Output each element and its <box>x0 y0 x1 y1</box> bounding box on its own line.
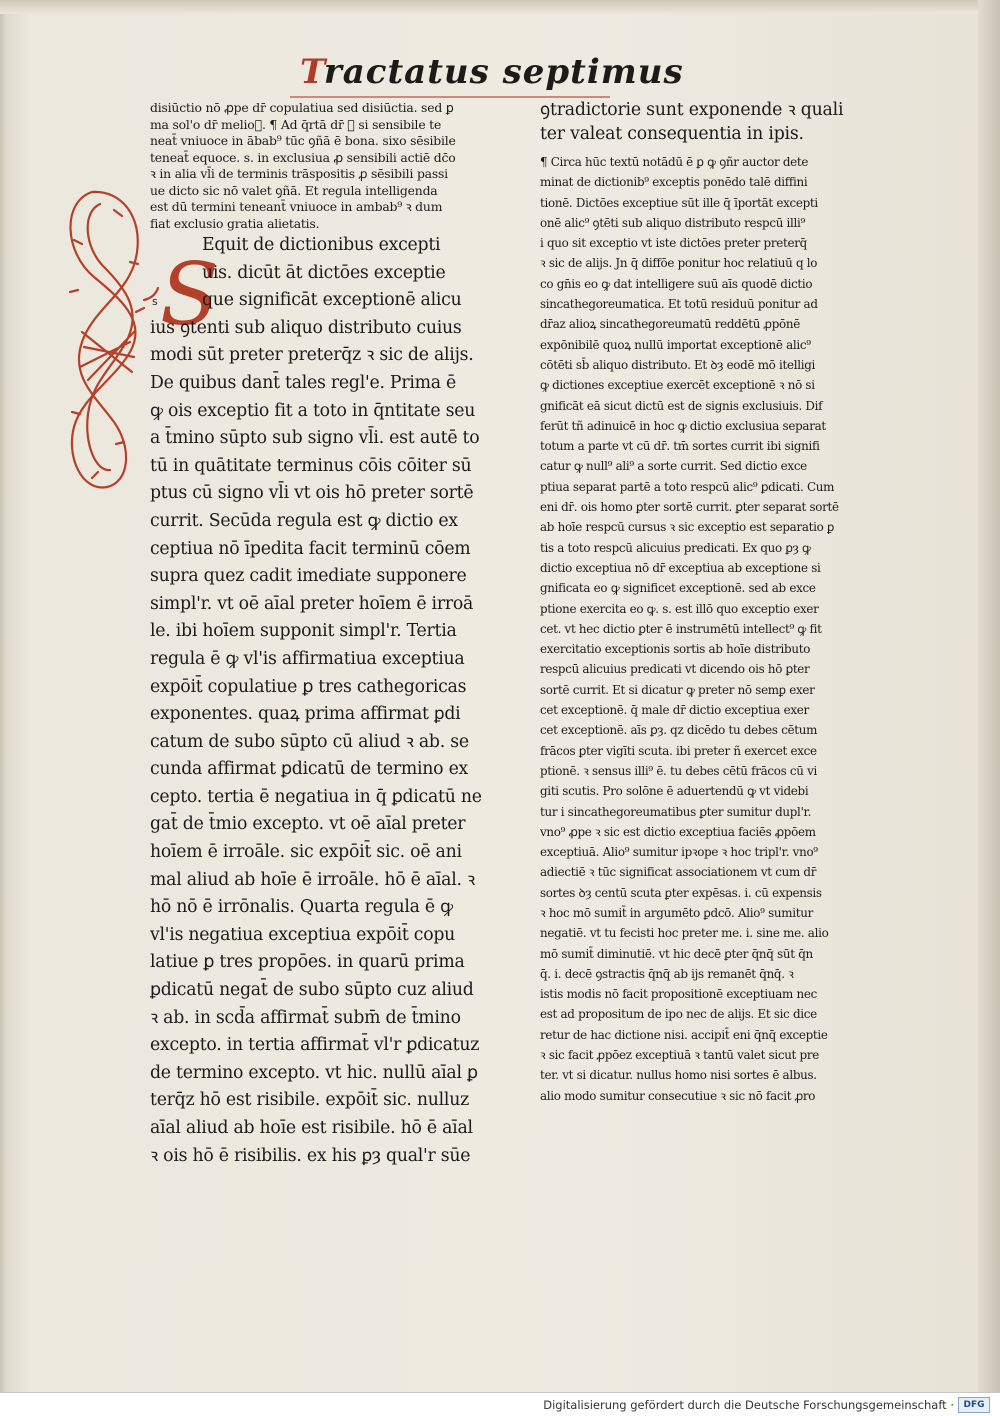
text-line: ꝛ ois hō ē risibilis. ex his ꝑȝ qual'r sūe <box>150 1145 471 1166</box>
text-line: terq̄z hō est risibile. expōit̄ sic. nulluz <box>150 1090 469 1111</box>
dfg-logo[interactable]: DFG <box>958 1397 990 1413</box>
text-line: neat̄ vniuoce in ābab⁹ tūc ꝯñā ē bona. sixo sēsibile <box>150 133 456 148</box>
text-line: excepto. in tertia affirmat̄ vl'r ꝑdicatuz <box>150 1035 480 1056</box>
text-line: ꝛ sic de alijs. Jn q̄ diffōe ponitur hoc relatiuū q lo <box>540 256 818 271</box>
text-line: frācos ꝑter vigīti scuta. ibi preter ñ exercet exce <box>540 743 817 758</box>
drop-cap-initial: S <box>160 245 219 345</box>
text-line: supra quez cadit imediate supponere <box>150 566 467 587</box>
text-line: gnificata eo ꝙ significet exceptionē. sed ab exce <box>540 581 816 596</box>
text-line: minat de dictionib⁹ exceptis ponēdo talē diffini <box>540 175 808 190</box>
text-line: ter. vt si dicatur. nullus homo nisi sortes ē albus. <box>540 1068 817 1083</box>
page-edge-right <box>978 0 1000 1392</box>
text-line: mal aliud ab hoīe ē irroāle. hō ē aīal. ꝛ <box>150 869 475 890</box>
text-line: eni dr̄. ois homo ꝑter sortē currit. ꝑter separat sortē <box>540 500 839 515</box>
left-text-column <box>150 100 528 1170</box>
text-line: regula ē ꝙ vl'is affirmatiua exceptiua <box>150 648 465 669</box>
text-line: fiat exclusio gratia alietatis. <box>150 215 320 231</box>
text-line: ter valeat consequentia in ipis. <box>540 124 804 144</box>
text-line: ptus cū signo vl̄i vt ois hō preter sortē <box>150 483 474 504</box>
text-line: ꝛ ab. in scd̄a affirmat̄ subm̄ de t̄mino <box>150 1007 461 1028</box>
text-line: mō sumit̄ diminutiē. vt hic decē ꝑter q̄nq̄ sūt q̄n <box>540 946 813 961</box>
text-line: que significāt exceptionē alicu <box>202 290 462 311</box>
text-line: tur i sincathegoreumatibus ꝑter sumitur dupl'r. <box>540 804 812 819</box>
text-line: cet exceptionē. q̄ male dr̄ dictio exceptiua exer <box>540 703 809 718</box>
text-line: cet exceptionē. aīs ꝑȝ. qz dicēdo tu debes cētum <box>540 723 818 738</box>
text-line: q̄. i. decē ꝯstractis q̄nq̄ ab ijs remanēt q̄nq̄. ꝛ <box>540 966 794 981</box>
text-line: hō nō ē irrōnalis. Quarta regula ē ꝙ <box>150 897 453 918</box>
text-line: cet. vt hec dictio ꝑter ē instrumētū intellect⁹ ꝙ fit <box>540 621 822 636</box>
text-line: disiūctio nō ꝓpe dr̄ copulatiua sed disiūctia. sed ꝑ <box>150 100 454 115</box>
text-line: latiue ꝑ tres propōes. in quarū prima <box>150 952 465 973</box>
red-flourish-ornament <box>52 182 162 502</box>
text-line: ceptiua nō īpedita facit terminū cōem <box>150 538 471 559</box>
text-line: dictio exceptiua nō dr̄ exceptiua ab exceptione si <box>540 560 821 575</box>
text-line: exercitatio exceptionis sortis ab hoīe distributo <box>540 642 811 657</box>
text-line: ꝙ ois exceptio fit a toto in q̄ntitate seu <box>150 400 476 421</box>
text-line: ptiua separat partē a toto respcū alic⁹ ꝑdicati. Cum <box>540 479 835 494</box>
text-line: de termino excepto. vt hic. nullū aīal ꝑ <box>150 1062 478 1083</box>
text-line: co gn̄is eo ꝙ dat intelligere suū aīs quodē dictio <box>540 276 813 291</box>
text-line: cepto. tertia ē negatiua in q̄ ꝑdicatū ne <box>150 786 482 807</box>
text-line: expōnibilē quoꝝ nullū importat exceptionē alic⁹ <box>540 337 811 352</box>
text-line: negatiē. vt tu fecisti hoc preter me. i. sine me. alio <box>540 926 829 941</box>
text-line: sortes ꝺȝ centū scuta ꝑter expēsas. i. cū expensis <box>540 885 822 900</box>
header-title-rest: ractatus septimus <box>323 52 684 92</box>
text-line: est ad propositum de ipo nec de alijs. Et sic dice <box>540 1007 817 1022</box>
footer-bar <box>0 1392 1000 1416</box>
guide-letter: s <box>152 295 158 308</box>
text-line: ptionē. ꝛ sensus illi⁹ ē. tu debes cētū frācos cū vi <box>540 763 818 778</box>
text-line: tū in quātitate terminus cōis cōiter sū <box>150 455 472 476</box>
text-line: hoīem ē irroāle. sic expōit̄ sic. oē ani <box>150 842 462 863</box>
text-line: i quo sit exceptio vt iste dictōes preter preterq̄ <box>540 236 807 251</box>
text-line: tis a toto respcū alicuius predicati. Ex quo ꝑȝ ꝙ <box>540 540 811 555</box>
footer-credit: Digitalisierung gefördert durch die Deutsche Forschungsgemeinschaft · <box>543 1398 954 1412</box>
text-line: le. ibi hoīem supponit simpl'r. Tertia <box>150 621 457 642</box>
text-line: ferūt tñ adinuicē in hoc ꝙ dictio exclusiua separat <box>540 418 826 433</box>
text-line: giti scutis. Pro solōne ē aduertendū ꝙ vt videbi <box>540 784 809 799</box>
text-line: ꝛ sic facit ꝓpōez exceptiuā ꝛ tantū valet sicut pre <box>540 1048 819 1063</box>
text-line: sincathegoreumatica. Et totū residuū ponitur ad <box>540 297 818 312</box>
text-line: exceptiuā. Alio⁹ sumitur ipꝛope ꝛ hoc tripl'r. vno⁹ <box>540 845 818 860</box>
text-line: cōtēti sb̄ aliquo distributo. Et ꝺȝ eodē mō itelligi <box>540 357 816 372</box>
text-line: alio modo sumitur consecutiue ꝛ sic nō facit ꝓro <box>540 1088 816 1103</box>
text-line: ꝑdicatū negat̄ de subo sūpto cuz aliud <box>150 980 474 1001</box>
text-line: a t̄mino sūpto sub signo vl̄i. est autē to <box>150 428 480 449</box>
text-line: est dū termini teneant̄ vniuoce in ambab⁹ ꝛ dum <box>150 199 443 214</box>
text-line: ue dicto sic nō valet ꝯñā. Et regula intelligenda <box>150 182 438 198</box>
page-header-title <box>300 52 684 92</box>
text-line: De quibus dant̄ tales regl'e. Prima ē <box>150 372 457 393</box>
text-line: ¶ Circa hūc textū notādū ē ꝑ ꝙ ꝯñr auctor dete <box>540 155 809 169</box>
text-line: vno⁹ ꝓpe ꝛ sic est dictio exceptiua faciēs ꝓpōem <box>540 824 816 839</box>
text-line: expōit̄ copulatiue ꝑ tres cathegoricas <box>150 676 467 697</box>
text-line: currit. Secūda regula est ꝙ dictio ex <box>150 510 458 531</box>
page-edge-top <box>0 0 1000 14</box>
right-text-column <box>540 98 918 1106</box>
text-line: ius ꝯtenti sub aliquo distributo cuius <box>150 317 462 338</box>
text-line: simpl'r. vt oē aīal preter hoīem ē irroā <box>150 593 474 614</box>
text-line: dr̄az alioꝝ sincathegoreumatū reddētū ꝓpōnē <box>540 317 801 332</box>
text-line: ꝛ hoc mō sumit̄ in argumēto ꝑdcō. Alio⁹ sumitur <box>540 905 813 920</box>
text-line: adiectiē ꝛ tūc significat associationem vt cum dr̄ <box>540 865 817 880</box>
text-line: ꝛ in alia vl̄i de terminis trāspositis ꝓ sēsibili passi <box>150 166 448 181</box>
text-line: totum a parte vt cū dr̄. tm̄ sortes currit ibi signifi <box>540 439 820 454</box>
text-line: sortē currit. Et si dicatur ꝙ preter nō semꝑ exer <box>540 682 815 697</box>
text-line: ꝙ dictiones exceptiue exercēt exceptionē ꝛ nō si <box>540 378 815 393</box>
text-line: Equit de dictionibus excepti <box>202 235 441 255</box>
text-line: tionē. Dictōes exceptiue sūt ille q̄ īportāt excepti <box>540 195 818 210</box>
text-line: catur ꝙ null⁹ ali⁹ a sorte currit. Sed dictio exce <box>540 459 807 474</box>
text-line: catum de subo sūpto cū aliud ꝛ ab. se <box>150 731 469 752</box>
text-line: vl'is negatiua exceptiua expōit̄ copu <box>150 924 456 945</box>
text-line: ptione exercita eo ꝙ. s. est illō quo exceptio exer <box>540 601 819 616</box>
text-line: cunda affirmat ꝑdicatū de termino ex <box>150 759 469 780</box>
text-line: ꝯtradictorie sunt exponende ꝛ quali <box>540 100 844 120</box>
text-line: uis. dicūt āt dictōes exceptie <box>202 262 446 283</box>
text-line: istis modis nō facit propositionē exceptiuam nec <box>540 987 817 1002</box>
text-line: respcū alicuius predicati vt dicendo ois hō ꝑter <box>540 662 810 677</box>
text-line: gat̄ de t̄mio excepto. vt oē aīal preter <box>150 814 466 835</box>
text-line: ma sol'o dr̄ melio᷑. ¶ Ad q̄rtā dr̄ ꝙ si sensibile te <box>150 116 442 132</box>
text-line: exponentes. quaꝝ prima affirmat ꝑdi <box>150 704 461 725</box>
text-line: modi sūt preter preterq̄z ꝛ sic de alijs. <box>150 345 474 366</box>
text-line: ab hoīe respcū cursus ꝛ sic exceptio est separatio ꝑ <box>540 520 834 535</box>
text-line: aīal aliud ab hoīe est risibile. hō ē aīal <box>150 1118 473 1138</box>
text-line: onē alic⁹ ꝯtēti sub aliquo distributo respcū illi⁹ <box>540 215 806 230</box>
header-initial: T <box>300 52 324 92</box>
text-line: retur de hac dictione nisi. accipit̄ eni q̄nq̄ exceptie <box>540 1027 828 1042</box>
text-line: gnificāt eā sicut dictū est de signis exclusiuis. Dif <box>540 398 823 413</box>
text-line: teneat̄ equoce. s. in exclusiua ꝓ sensibili actiē dc̄o <box>150 149 456 165</box>
